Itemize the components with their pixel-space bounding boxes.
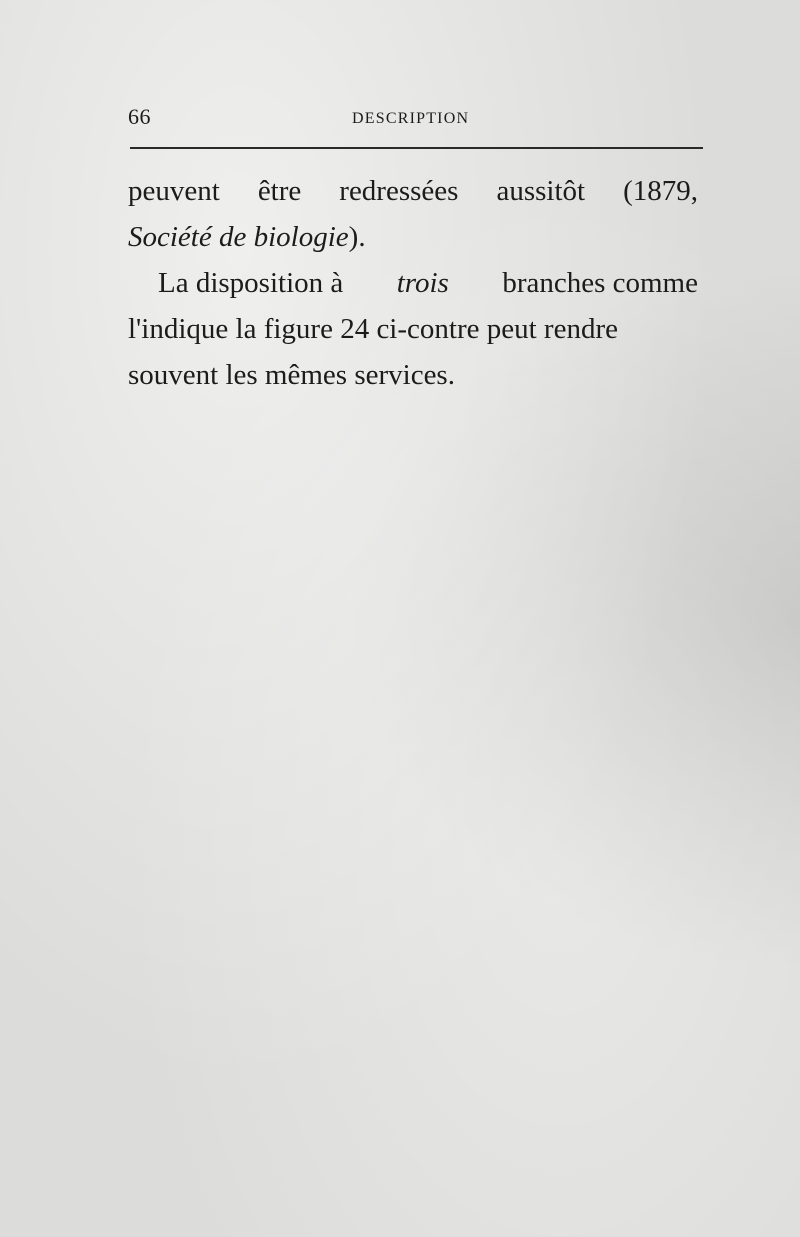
body-text: [128, 168, 698, 398]
word: être: [257, 175, 302, 207]
word: peuvent: [128, 175, 220, 207]
paragraph-1-line-2: [128, 214, 698, 260]
paragraph-2-line-1: [128, 260, 698, 306]
paragraph-1: [128, 168, 698, 260]
journal-title: Société de biologie: [128, 221, 349, 253]
line-tail: ).: [348, 221, 366, 253]
emphasis: trois: [396, 267, 449, 299]
paragraph-2-line-2: l'indique la figure 24 ci-contre peut rendre: [128, 313, 618, 345]
paragraph-1-line-1: [128, 168, 698, 214]
word: aussitôt: [496, 175, 586, 207]
line-end: branches comme: [502, 267, 698, 299]
running-title: DESCRIPTION: [352, 110, 470, 127]
page-number: 66: [128, 104, 151, 129]
running-head: [128, 104, 704, 134]
word: redressées: [339, 175, 459, 207]
header-rule: [130, 147, 703, 149]
paragraph-2: [128, 260, 698, 398]
paragraph-2-line-3: souvent les mêmes services.: [128, 359, 455, 391]
word: (1879,: [623, 175, 698, 207]
line-start: La disposition à: [158, 267, 344, 299]
